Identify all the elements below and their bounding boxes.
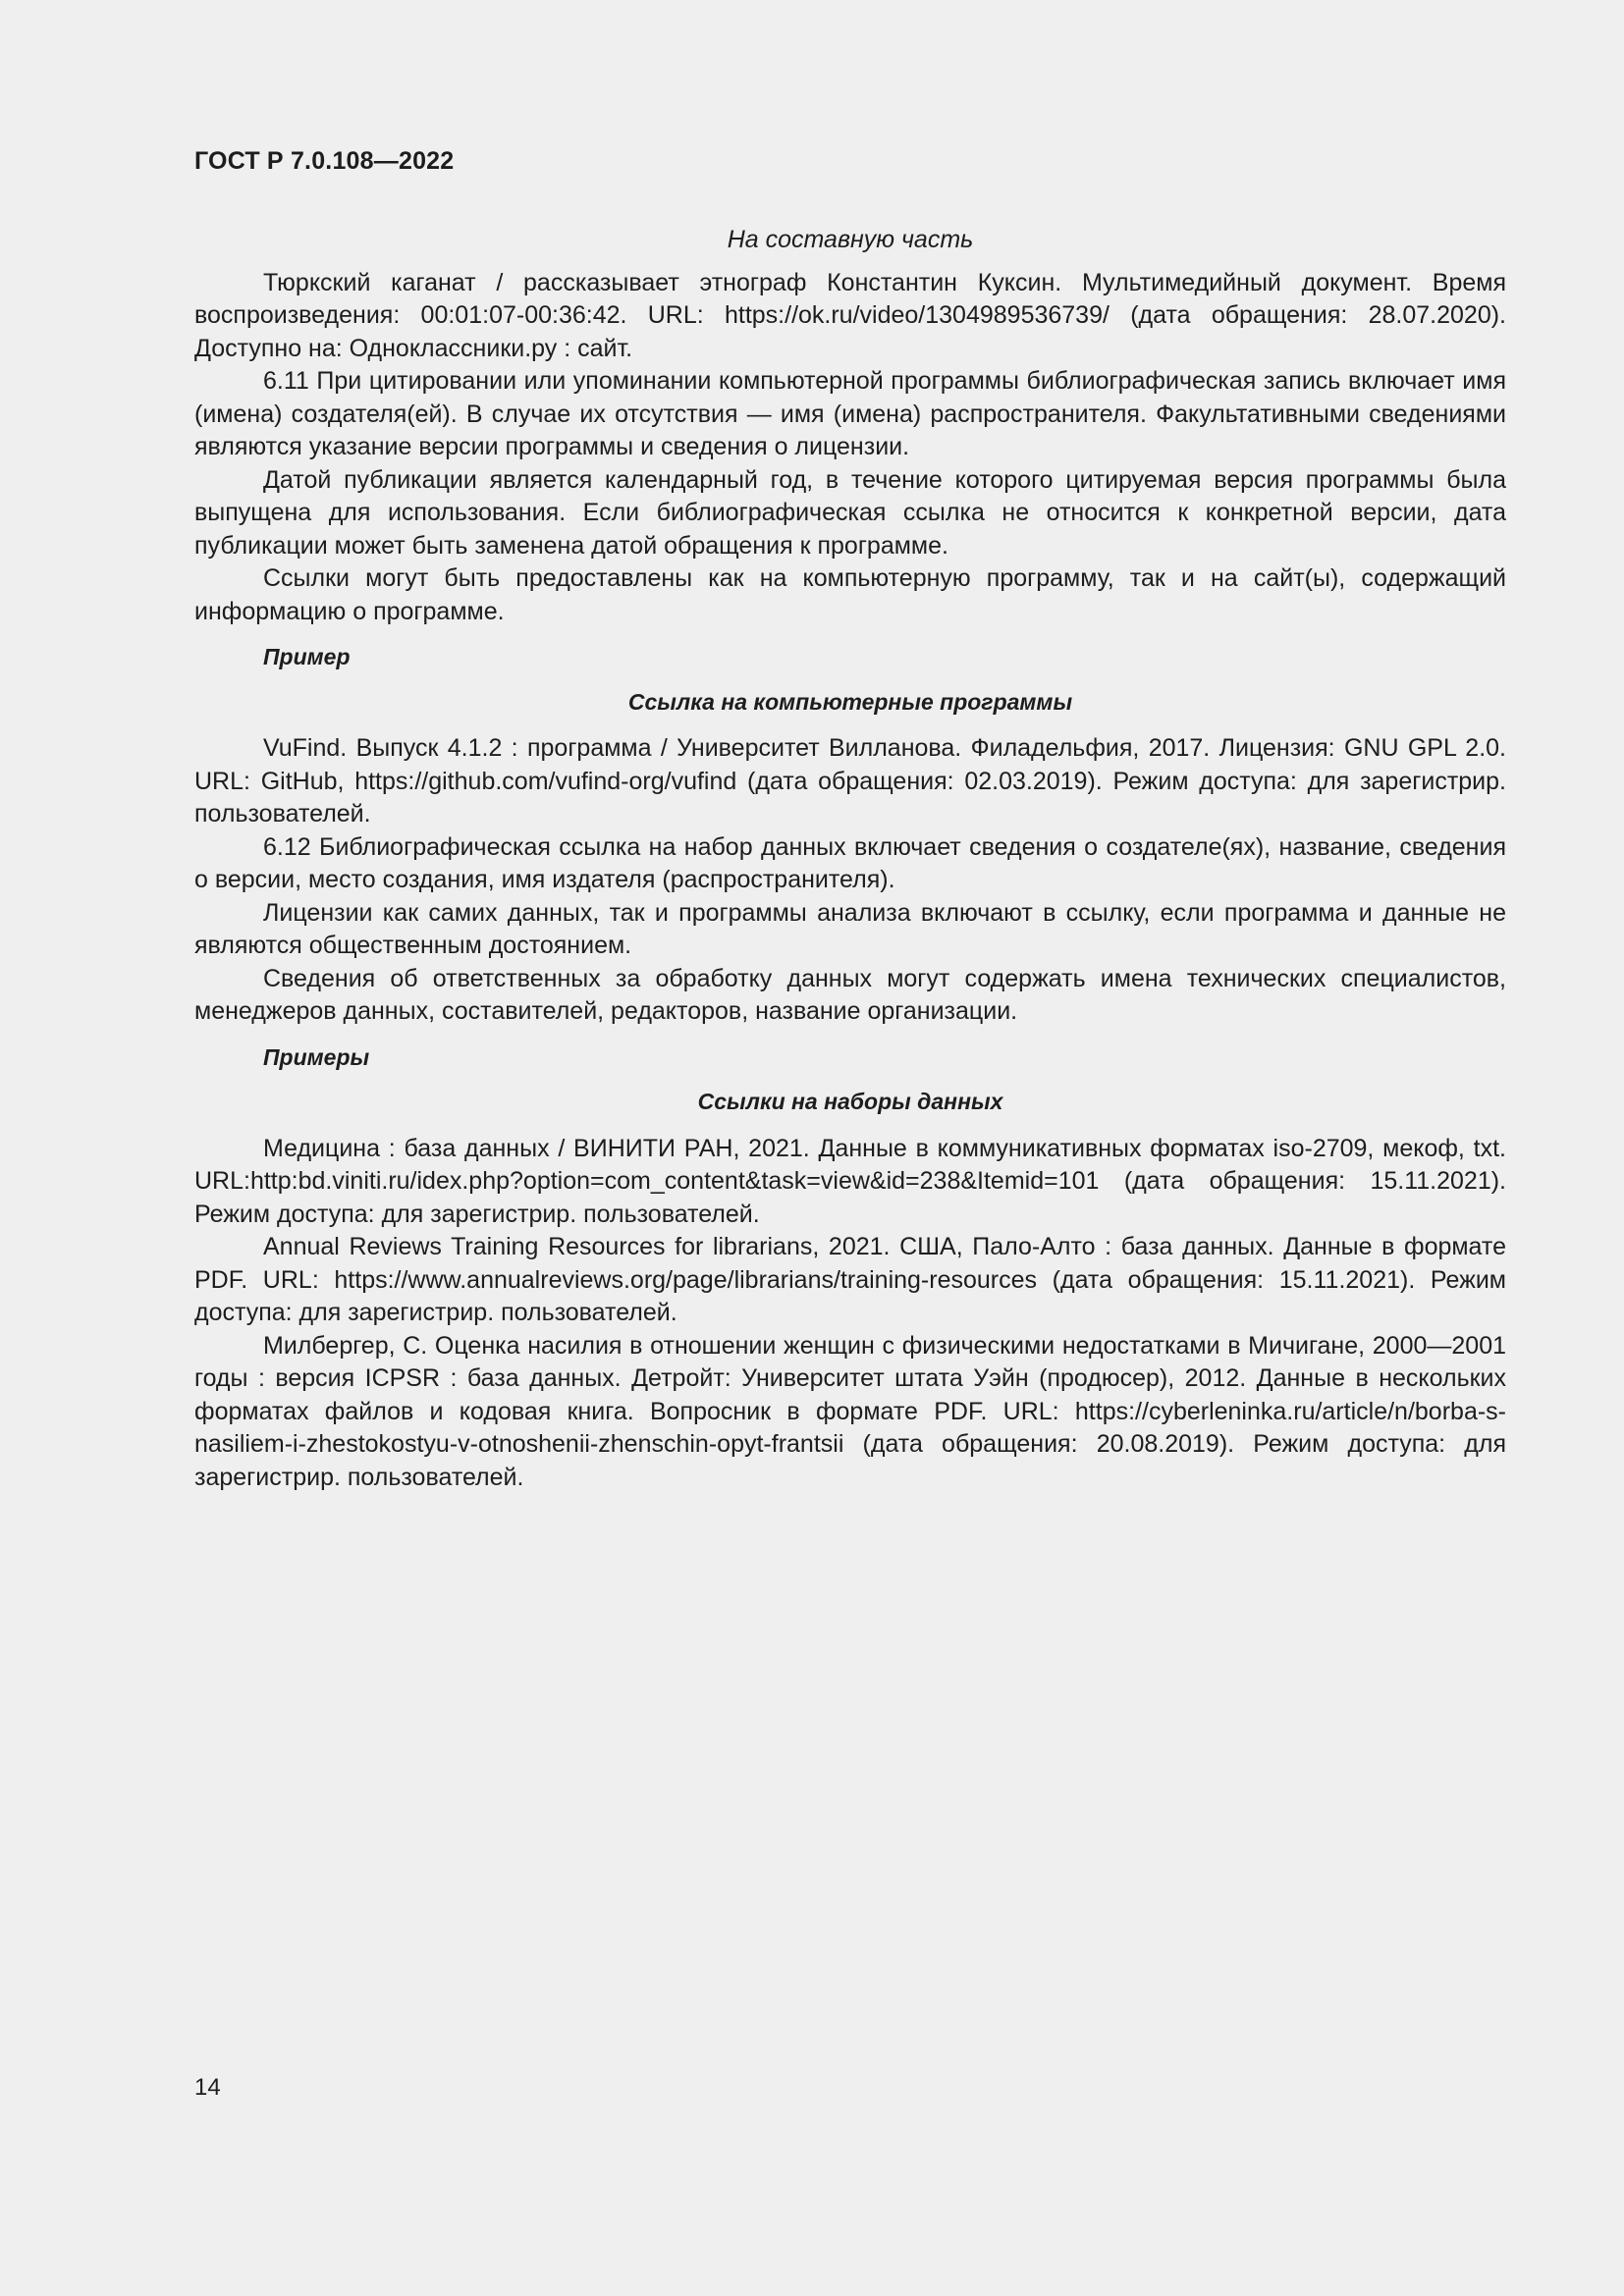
clause-6-12-paragraph-1: 6.12 Библиографическая ссылка на набор данных включает сведения о создателе(ях), название, сведения о версии, место создания, имя издателя (распространителя).	[194, 832, 1506, 893]
page-number: 14	[194, 2074, 221, 2101]
standard-code-header: ГОСТ Р 7.0.108—2022	[194, 147, 455, 175]
dataset-reference-entry-2: Annual Reviews Training Resources for librarians, 2021. США, Пало-Алто : база данных. Данные в формате PDF. URL: https://www.annualreviews.org/page/librarians/training-resources (дата обращения: 15.11.2021). Режим доступа: для зарегистрир. пользователей.	[194, 1233, 1506, 1326]
component-reference-paragraph: Тюркский каганат / рассказывает этнограф Константин Куксин. Мультимедийный документ. Время воспроизведения: 00:01:07-00:36:42. URL: https://ok.ru/video/1304989536739/ (дата обращения: 28.07.2020). Доступно на: Одноклассники.ру : сайт.	[194, 268, 1506, 362]
clause-6-11-paragraph-3: Ссылки могут быть предоставлены как на компьютерную программу, так и на сайт(ы), содержащий информацию о программе.	[194, 564, 1506, 625]
example-title-software: Ссылка на компьютерные программы	[627, 688, 1073, 715]
clause-6-12-paragraph-3: Сведения об ответственных за обработку данных могут содержать имена технических специалистов, менеджеров данных, составителей, редакторов, название организации.	[194, 964, 1506, 1025]
page-content	[194, 224, 1506, 1494]
dataset-reference-entry-3: Милбергер, С. Оценка насилия в отношении женщин с физическими недостатками в Мичигане, 2000—2001 годы : версия ICPSR : база данных. Детройт: Университет штата Уэйн (продюсер), 2012. Данные в нескольких форматах файлов и кодовая книга. Вопросник в формате PDF. URL: https://cyberleninka.ru/article/n/borba-s-nasiliem-i-zhestokostyu-v-otnoshenii-zhenschin-opyt-frantsii (дата обращения: 20.08.2019). Режим доступа: для зарегистрир. пользователей.	[194, 1331, 1506, 1491]
clause-6-12-paragraph-2: Лицензии как самих данных, так и программы анализа включают в ссылку, если программа и данные не являются общественным достоянием.	[194, 898, 1506, 959]
example-title-datasets: Ссылки на наборы данных	[697, 1089, 1003, 1114]
example-label: Пример	[263, 644, 351, 669]
software-reference-entry: VuFind. Выпуск 4.1.2 : программа / Университет Вилланова. Филадельфия, 2017. Лицензия: GNU GPL 2.0. URL: GitHub, https://github.com/vufind-org/vufind (дата обращения: 02.03.2019). Режим доступа: для зарегистрир. пользователей.	[194, 734, 1506, 828]
examples-label: Примеры	[263, 1043, 370, 1070]
clause-6-11-paragraph-1: 6.11 При цитировании или упоминании компьютерной программы библиографическая запись включает имя (имена) создателя(ей). В случае их отсутствия — имя (имена) распространителя. Факультативными сведениями являются указание версии программы и сведения о лицензии.	[194, 367, 1506, 460]
section-heading-component: На составную часть	[727, 226, 974, 253]
dataset-reference-entry-1: Медицина : база данных / ВИНИТИ РАН, 2021. Данные в коммуникативных форматах iso-2709, мекоф, txt. URL:http:bd.viniti.ru/idex.php?option=com_content&task=view&id=238&Itemid=101 (дата обращения: 15.11.2021). Режим доступа: для зарегистрир. пользователей.	[194, 1134, 1506, 1228]
clause-6-11-paragraph-2: Датой публикации является календарный год, в течение которого цитируемая версия программы была выпущена для использования. Если библиографическая ссылка не относится к конкретной версии, дата публикации может быть заменена датой обращения к программе.	[194, 465, 1506, 560]
